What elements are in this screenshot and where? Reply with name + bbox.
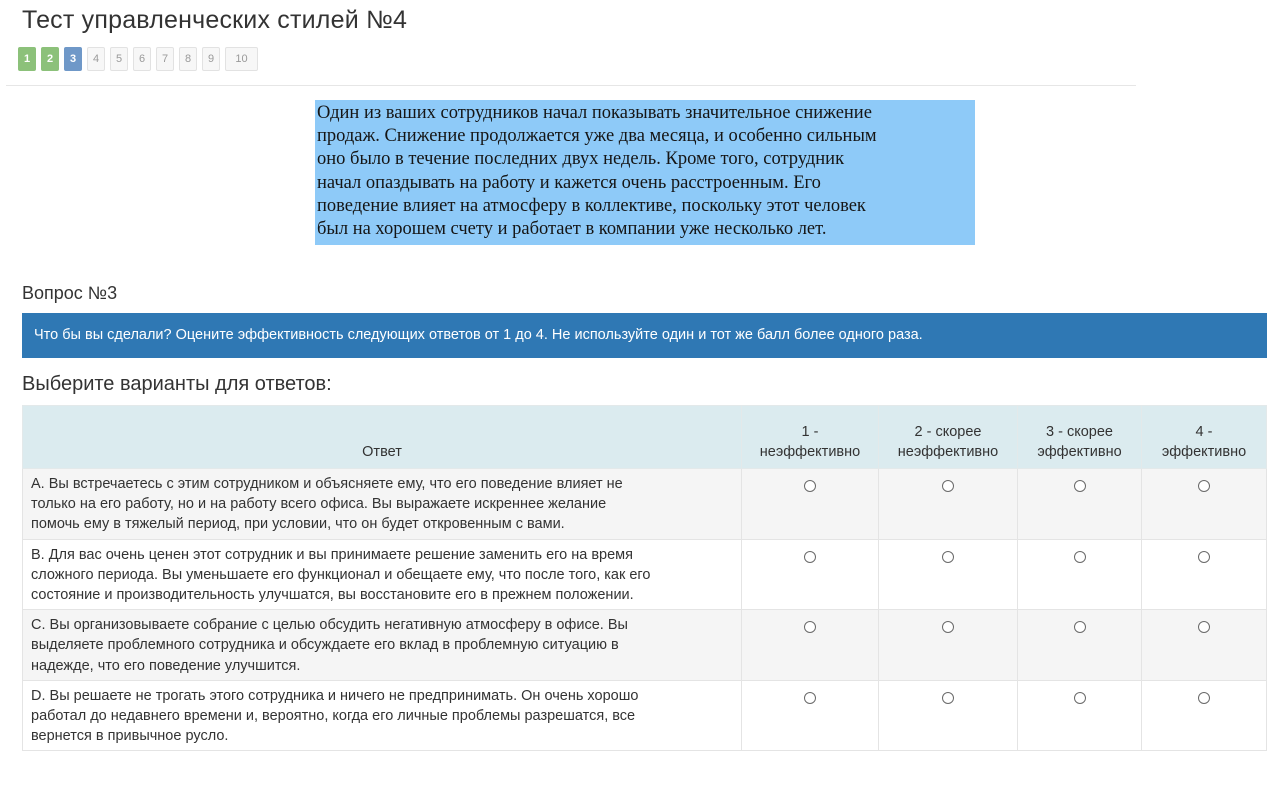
radio-cell [742,469,879,540]
scale-header-line: 2 - скорее [914,424,982,440]
situation-line: был на хорошем счету и работает в компании уже несколько лет. [317,219,827,240]
pager-item-1[interactable]: 1 [18,47,36,71]
answer-b-score-3-radio[interactable] [1074,551,1086,563]
answer-line: сложного периода. Вы уменьшаете его функционал и обещаете ему, что после того, как его [31,566,651,583]
scale-header-3 [1018,406,1142,469]
answer-line: B. Для вас очень ценен этот сотрудник и вы принимаете решение заменить его на время [31,546,633,563]
radio-cell [1142,680,1267,751]
pager-item-2[interactable]: 2 [41,47,59,71]
answer-c-score-1-radio[interactable] [804,621,816,633]
radio-cell [742,539,879,610]
radio-cell [1018,539,1142,610]
scale-header-line: 1 - [801,424,819,440]
scale-header-line: эффективно [1161,444,1247,460]
question-pager [18,47,258,71]
answer-text [23,539,742,610]
radio-cell [1018,469,1142,540]
answer-b-score-2-radio[interactable] [942,551,954,563]
answer-text [23,610,742,681]
answer-line: выделяете проблемного сотрудника и обсуждаете его вклад в проблемную ситуацию в [31,637,619,654]
answers-table [22,405,1267,751]
answer-line: работал до недавнего времени и, вероятно, когда его личные проблемы разрешатся, все [31,708,636,725]
radio-cell [1142,610,1267,681]
answer-c-score-4-radio[interactable] [1198,621,1210,633]
pager-item-3[interactable]: 3 [64,47,82,71]
page-title: Тест управленческих стилей №4 [22,6,408,34]
answer-d-score-4-radio[interactable] [1198,692,1210,704]
radio-cell [879,539,1018,610]
answer-c-score-2-radio[interactable] [942,621,954,633]
question-label: Вопрос №3 [22,283,118,303]
pager-item-7[interactable]: 7 [156,47,174,71]
answer-line: помочь ему в тяжелый период, при условии, что он будет откровенным с вами. [31,516,565,533]
choose-answers-label: Выберите варианты для ответов: [22,373,332,395]
answer-line: C. Вы организовываете собрание с целью обсудить негативную атмосферу в офисе. Вы [31,617,628,634]
table-row [23,539,1267,610]
scale-header-2 [879,406,1018,469]
pager-item-10[interactable]: 10 [225,47,258,71]
radio-cell [742,680,879,751]
answer-line: вернется в привычное русло. [31,728,229,745]
answer-a-score-1-radio[interactable] [804,480,816,492]
divider [6,85,1136,86]
radio-cell [1142,539,1267,610]
pager-item-9[interactable]: 9 [202,47,220,71]
radio-cell [1018,680,1142,751]
answer-d-score-2-radio[interactable] [942,692,954,704]
pager-item-6[interactable]: 6 [133,47,151,71]
answer-d-score-1-radio[interactable] [804,692,816,704]
scale-header-line: неэффективно [759,444,861,460]
answer-a-score-3-radio[interactable] [1074,480,1086,492]
answer-line: A. Вы встречаетесь с этим сотрудником и объясняете ему, что его поведение влияет не [31,476,623,492]
situation-line: оно было в течение последних двух недель. Кроме того, сотрудник [317,149,845,170]
radio-cell [742,610,879,681]
scale-header-line: неэффективно [897,444,999,460]
situation-line: поведение влияет на атмосферу в коллективе, поскольку этот человек [317,195,866,216]
table-row [23,469,1267,540]
radio-cell [879,610,1018,681]
scale-header-4 [1142,406,1267,469]
pager-item-8[interactable]: 8 [179,47,197,71]
answer-line: только на его работу, но и на работу всего офиса. Вы выражаете искреннее желание [31,496,607,513]
answer-b-score-1-radio[interactable] [804,551,816,563]
answer-d-score-3-radio[interactable] [1074,692,1086,704]
answer-a-score-4-radio[interactable] [1198,480,1210,492]
scale-header-line: эффективно [1037,444,1122,460]
table-header-row [23,406,1267,469]
question-prompt: Что бы вы сделали? Оцените эффективность следующих ответов от 1 до 4. Не используйте один и тот же балл более одного раза. [22,313,1267,358]
scale-header-1 [742,406,879,469]
answer-c-score-3-radio[interactable] [1074,621,1086,633]
radio-cell [879,469,1018,540]
radio-cell [1018,610,1142,681]
answer-line: надежде, что его поведение улучшится. [31,657,301,674]
pager-item-5[interactable]: 5 [110,47,128,71]
situation-line: продаж. Снижение продолжается уже два месяца, и особенно сильным [317,126,877,147]
table-row [23,680,1267,751]
radio-cell [1142,469,1267,540]
answer-text [23,680,742,751]
answer-line: состояние и производительность улучшатся, вы восстановите его в прежнем положении. [31,587,634,604]
answer-text [23,469,742,540]
situation-line: Один из ваших сотрудников начал показывать значительное снижение [317,103,872,123]
table-row [23,610,1267,681]
answer-b-score-4-radio[interactable] [1198,551,1210,563]
situation-text [315,100,975,245]
radio-cell [879,680,1018,751]
situation-line: начал опаздывать на работу и кажется очень расстроенным. Его [317,172,821,193]
answer-line: D. Вы решаете не трогать этого сотрудника и ничего не предпринимать. Он очень хорошо [31,687,639,704]
pager-item-4[interactable]: 4 [87,47,105,71]
scale-header-line: 3 - скорее [1046,424,1113,440]
answer-a-score-2-radio[interactable] [942,480,954,492]
scale-header-line: 4 - [1195,424,1213,440]
answer-column-header: Ответ [23,406,742,469]
